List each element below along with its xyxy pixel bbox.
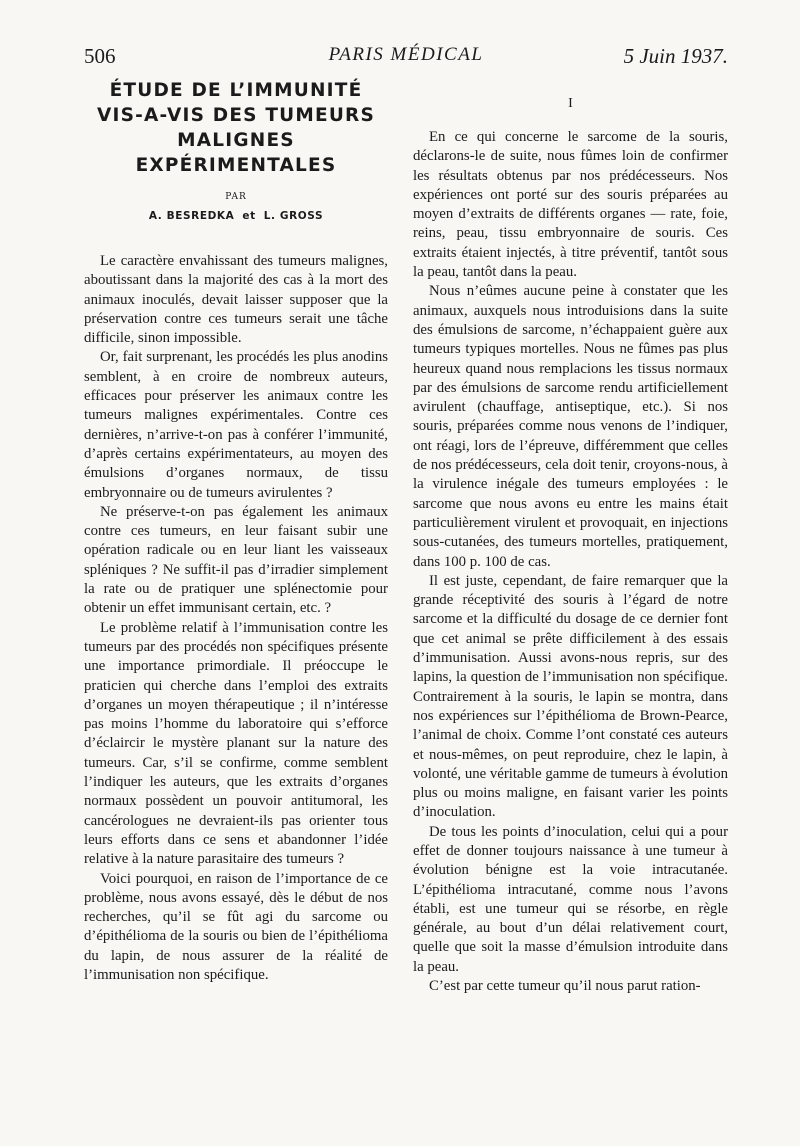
left-body-text <box>84 252 388 985</box>
article-title <box>84 78 388 178</box>
paragraph: Il est juste, cependant, de faire remarquer que la grande réceptivité des souris à l’égard de notre sarcome et la difficulté du dosage de ce dernier font que cet animal se prête difficilement à des essais d’immunisation. Aussi avons-nous repris, sur des lapins, la question de l’immunisation non spécifique. Contrairement à la souris, le lapin se montra, dans nos expériences sur l’épithélioma de Brown-Pearce, l’animal de choix. Comme l’ont constaté ces auteurs et nous-mêmes, on peut reproduire, chez le lapin, à volonté, une véritable gamme de tumeurs à évolution plus ou moins maligne, en faisant varier les points d’inoculation. <box>413 572 728 821</box>
journal-title: PARIS MÉDICAL <box>328 44 484 65</box>
paragraph: Nous n’eûmes aucune peine à constater que les animaux, auxquels nous introduisions dans la suite des émulsions de sarcome, n’échappaient guère aux tumeurs typiques mortelles. Nous ne fûmes pas plus heureux quand nous remplacions les tissus normaux par des émulsions de sarcome rendu artificiellement avirulent (chauffage, antiseptique, etc.). Si nos souris, préparées comme nous venons de l’indiquer, ont réagi, lors de l’épreuve, différemment que celles de nos prédécesseurs, cela doit tenir, croyons-nous, à la virulence inégale des tumeurs employées : le sarcome que nous avons eu entre les mains était particulièrement virulent et provoquait, en injections sous-cutanées, des tumeurs mortelles, pratiquement, dans 100 p. 100 de cas. <box>413 283 728 570</box>
issue-date: 5 Juin 1937. <box>623 44 728 68</box>
paragraph: Le caractère envahissant des tumeurs malignes, aboutissant dans la majorité des cas à la mort des animaux inoculés, devait laisser supposer que la préservation contre ces tumeurs serait une tâche difficile, sinon impossible. <box>84 253 388 347</box>
page-header <box>84 44 728 74</box>
paragraph: Le problème relatif à l’immunisation contre les tumeurs par des procédés non spécifiques présente une importance primordiale. Il préoccupe le praticien qui cherche dans l’emploi des extraits d’organes un moyen thérapeutique ; il n’intéresse pas moins l’homme du laboratoire qui s’efforce d’éclaircir le mystère planant sur la nature des tumeurs. Car, s’il se confirme, comme semblent l’indiquer les auteurs, que les extraits d’organes normaux possèdent un pouvoir antitumoral, les cancérologues ne devraient-ils pas orienter tous leurs efforts dans ce sens et abandonner l’idée relative à la nature parasitaire des tumeurs ? <box>84 619 388 868</box>
author-name: L. GROSS <box>263 210 324 222</box>
title-line: ÉTUDE DE L’IMMUNITÉ <box>109 80 363 101</box>
title-line: EXPÉRIMENTALES <box>135 155 337 176</box>
section-number: I <box>568 96 573 111</box>
byline-par: PAR <box>225 192 247 202</box>
paragraph: En ce qui concerne le sarcome de la souris, déclarons-le de suite, nous fûmes loin de confirmer les résultats obtenus par nos prédécesseurs. Nos expériences ont porté sur des souris préparées au moyen d’extraits de différents organes — rate, foie, reins, peau, tissu embryonnaire de souris. Ces extraits étaient injectés, à titre préventif, tantôt sous la peau, tantôt dans la peau. <box>413 129 728 281</box>
paragraph: Ne préserve-t-on pas également les animaux contre ces tumeurs, en leur faisant subir une opération radicale ou en leur liant les vaisseaux spléniques ? Ne suffit-il pas d’irradier simplement la rate ou de pratiquer une splénectomie pour obtenir un effet immunisant certain, etc. ? <box>84 503 388 617</box>
left-column <box>84 78 388 985</box>
author-name: A. BESREDKA <box>148 210 235 222</box>
title-line: VIS-A-VIS DES TUMEURS <box>96 105 376 126</box>
paragraph: De tous les points d’inoculation, celui qui a pour effet de donner toujours naissance à une tumeur à évolution bénigne est la voie intracutanée. L’épithélioma intracutané, comme nous l’avons établi, est une tumeur qui se résorbe, en règle générale, au bout d’un délai relativement court, quelle que soit la masse d’émulsion introduite dans la peau. <box>413 823 728 975</box>
title-line: MALIGNES <box>177 130 295 151</box>
author-conjunction: et <box>242 210 256 222</box>
paragraph: C’est par cette tumeur qu’il nous parut ration- <box>429 978 701 995</box>
paragraph: Or, fait surprenant, les procédés les plus anodins semblent, à en croire de nombreux auteurs, efficaces pour préserver les animaux contre les tumeurs malignes expérimentales. Contre ces dernières, n’arrive-t-on pas à conférer l’immunité, d’après certains expérimentateurs, au moyen des émulsions d’organes normaux, de tissu embryonnaire ou de tumeurs avirulentes ? <box>84 349 388 501</box>
authors <box>84 210 388 222</box>
paragraph: Voici pourquoi, en raison de l’importance de ce problème, nous avons essayé, dès le début de nos recherches, qu’il se fût agi du sarcome ou d’épithélioma de la souris ou bien de l’épithélioma du lapin, de nous assurer de la réalité de l’immunisation non spécifique. <box>84 870 388 983</box>
page-number: 506 <box>84 44 116 68</box>
right-column <box>413 78 728 996</box>
